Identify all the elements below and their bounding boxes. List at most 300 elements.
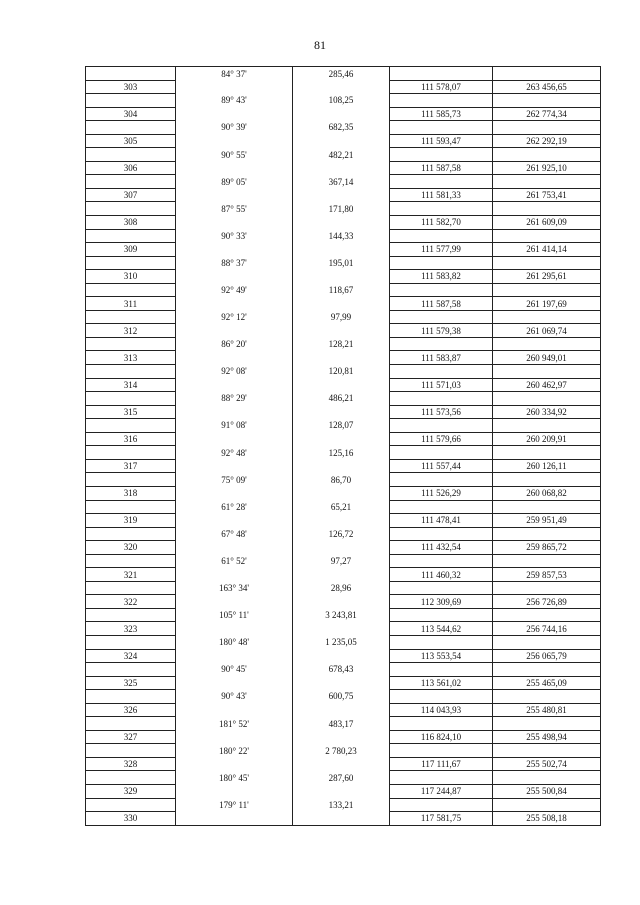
angle-cell — [176, 134, 293, 148]
angle-cell — [176, 351, 293, 365]
segment-row — [86, 256, 601, 270]
y-coordinate-cell — [493, 419, 601, 433]
angle-cell — [176, 541, 293, 555]
distance-cell — [293, 459, 390, 473]
point-number-cell: 325 — [86, 676, 176, 690]
point-number-cell — [86, 229, 176, 243]
x-coordinate-cell: 111 578,07 — [390, 80, 493, 94]
point-number-cell: 308 — [86, 216, 176, 230]
point-number-cell — [86, 419, 176, 433]
distance-cell — [293, 432, 390, 446]
x-coordinate-cell — [390, 121, 493, 135]
point-number-cell — [86, 67, 176, 81]
distance-cell: 108,25 — [293, 94, 390, 108]
y-coordinate-cell — [493, 798, 601, 812]
segment-row — [86, 744, 601, 758]
x-coordinate-cell: 113 553,54 — [390, 649, 493, 663]
segment-row — [86, 581, 601, 595]
point-row — [86, 188, 601, 202]
distance-cell — [293, 378, 390, 392]
point-row — [86, 459, 601, 473]
angle-cell — [176, 107, 293, 121]
segment-row — [86, 500, 601, 514]
angle-cell: 105° 11' — [176, 608, 293, 622]
y-coordinate-cell: 261 197,69 — [493, 297, 601, 311]
x-coordinate-cell: 111 577,99 — [390, 243, 493, 257]
segment-row — [86, 365, 601, 379]
point-row — [86, 270, 601, 284]
y-coordinate-cell — [493, 473, 601, 487]
point-number-cell: 322 — [86, 595, 176, 609]
point-row — [86, 161, 601, 175]
x-coordinate-cell — [390, 527, 493, 541]
segment-row — [86, 690, 601, 704]
distance-cell: 482,21 — [293, 148, 390, 162]
angle-cell: 180° 48' — [176, 635, 293, 649]
point-number-cell: 314 — [86, 378, 176, 392]
y-coordinate-cell: 255 465,09 — [493, 676, 601, 690]
distance-cell — [293, 812, 390, 826]
distance-cell: 128,21 — [293, 337, 390, 351]
point-row — [86, 80, 601, 94]
x-coordinate-cell — [390, 419, 493, 433]
segment-row — [86, 67, 601, 81]
point-number-cell — [86, 365, 176, 379]
page-number: 81 — [314, 38, 326, 52]
x-coordinate-cell: 111 581,33 — [390, 188, 493, 202]
distance-cell — [293, 188, 390, 202]
angle-cell: 90° 43' — [176, 690, 293, 704]
angle-cell — [176, 568, 293, 582]
point-row — [86, 134, 601, 148]
angle-cell: 75° 09' — [176, 473, 293, 487]
y-coordinate-cell: 255 502,74 — [493, 757, 601, 771]
distance-cell: 28,96 — [293, 581, 390, 595]
distance-cell — [293, 784, 390, 798]
y-coordinate-cell — [493, 744, 601, 758]
angle-cell — [176, 161, 293, 175]
point-row — [86, 649, 601, 663]
y-coordinate-cell: 260 209,91 — [493, 432, 601, 446]
point-number-cell: 312 — [86, 324, 176, 338]
x-coordinate-cell: 112 309,69 — [390, 595, 493, 609]
x-coordinate-cell: 111 582,70 — [390, 216, 493, 230]
angle-cell: 181° 52' — [176, 717, 293, 731]
y-coordinate-cell — [493, 365, 601, 379]
angle-cell: 92° 48' — [176, 446, 293, 460]
x-coordinate-cell — [390, 500, 493, 514]
x-coordinate-cell — [390, 310, 493, 324]
y-coordinate-cell — [493, 663, 601, 677]
distance-cell: 125,16 — [293, 446, 390, 460]
point-row — [86, 730, 601, 744]
x-coordinate-cell: 111 478,41 — [390, 514, 493, 528]
distance-cell — [293, 297, 390, 311]
point-number-cell — [86, 337, 176, 351]
angle-cell — [176, 297, 293, 311]
angle-cell: 87° 55' — [176, 202, 293, 216]
y-coordinate-cell: 259 951,49 — [493, 514, 601, 528]
angle-cell: 179° 11' — [176, 798, 293, 812]
segment-row — [86, 446, 601, 460]
distance-cell: 144,33 — [293, 229, 390, 243]
angle-cell — [176, 486, 293, 500]
point-number-cell — [86, 94, 176, 108]
point-number-cell: 318 — [86, 486, 176, 500]
angle-cell: 90° 33' — [176, 229, 293, 243]
y-coordinate-cell — [493, 94, 601, 108]
point-number-cell: 329 — [86, 784, 176, 798]
segment-row — [86, 527, 601, 541]
distance-cell: 120,81 — [293, 365, 390, 379]
x-coordinate-cell — [390, 473, 493, 487]
distance-cell — [293, 595, 390, 609]
distance-cell: 285,46 — [293, 67, 390, 81]
distance-cell — [293, 703, 390, 717]
point-number-cell: 317 — [86, 459, 176, 473]
point-number-cell — [86, 608, 176, 622]
segment-row — [86, 771, 601, 785]
point-row — [86, 243, 601, 257]
distance-cell: 128,07 — [293, 419, 390, 433]
x-coordinate-cell — [390, 771, 493, 785]
point-number-cell — [86, 581, 176, 595]
point-number-cell: 310 — [86, 270, 176, 284]
angle-cell — [176, 216, 293, 230]
angle-cell — [176, 595, 293, 609]
point-number-cell — [86, 121, 176, 135]
point-number-cell — [86, 744, 176, 758]
angle-cell — [176, 243, 293, 257]
y-coordinate-cell: 260 068,82 — [493, 486, 601, 500]
point-row — [86, 351, 601, 365]
y-coordinate-cell — [493, 256, 601, 270]
angle-cell: 61° 28' — [176, 500, 293, 514]
y-coordinate-cell — [493, 121, 601, 135]
x-coordinate-cell: 111 593,47 — [390, 134, 493, 148]
segment-row — [86, 121, 601, 135]
point-number-cell: 316 — [86, 432, 176, 446]
point-number-cell — [86, 283, 176, 297]
y-coordinate-cell: 261 925,10 — [493, 161, 601, 175]
point-number-cell — [86, 256, 176, 270]
y-coordinate-cell: 256 065,79 — [493, 649, 601, 663]
point-number-cell — [86, 798, 176, 812]
point-number-cell: 306 — [86, 161, 176, 175]
x-coordinate-cell: 111 432,54 — [390, 541, 493, 555]
point-row — [86, 432, 601, 446]
point-number-cell — [86, 392, 176, 406]
y-coordinate-cell — [493, 635, 601, 649]
y-coordinate-cell: 255 508,18 — [493, 812, 601, 826]
x-coordinate-cell — [390, 392, 493, 406]
segment-row — [86, 392, 601, 406]
distance-cell — [293, 405, 390, 419]
segment-row — [86, 310, 601, 324]
distance-cell: 118,67 — [293, 283, 390, 297]
angle-cell — [176, 649, 293, 663]
distance-cell: 97,27 — [293, 554, 390, 568]
angle-cell — [176, 676, 293, 690]
point-number-cell — [86, 500, 176, 514]
angle-cell — [176, 730, 293, 744]
segment-row — [86, 419, 601, 433]
y-coordinate-cell: 261 753,41 — [493, 188, 601, 202]
point-number-cell — [86, 473, 176, 487]
angle-cell: 89° 43' — [176, 94, 293, 108]
x-coordinate-cell — [390, 67, 493, 81]
point-row — [86, 568, 601, 582]
distance-cell: 486,21 — [293, 392, 390, 406]
y-coordinate-cell — [493, 527, 601, 541]
y-coordinate-cell: 262 292,19 — [493, 134, 601, 148]
point-number-cell: 303 — [86, 80, 176, 94]
y-coordinate-cell — [493, 175, 601, 189]
distance-cell: 195,01 — [293, 256, 390, 270]
angle-cell: 163° 34' — [176, 581, 293, 595]
x-coordinate-cell: 117 581,75 — [390, 812, 493, 826]
x-coordinate-cell: 111 587,58 — [390, 297, 493, 311]
x-coordinate-cell — [390, 690, 493, 704]
x-coordinate-cell — [390, 717, 493, 731]
point-number-cell — [86, 717, 176, 731]
distance-cell: 171,80 — [293, 202, 390, 216]
y-coordinate-cell: 260 462,97 — [493, 378, 601, 392]
x-coordinate-cell: 113 544,62 — [390, 622, 493, 636]
point-number-cell — [86, 446, 176, 460]
point-number-cell: 320 — [86, 541, 176, 555]
x-coordinate-cell — [390, 581, 493, 595]
segment-row — [86, 283, 601, 297]
x-coordinate-cell — [390, 202, 493, 216]
point-number-cell: 328 — [86, 757, 176, 771]
y-coordinate-cell: 255 500,84 — [493, 784, 601, 798]
point-row — [86, 324, 601, 338]
segment-row — [86, 473, 601, 487]
distance-cell — [293, 324, 390, 338]
x-coordinate-cell — [390, 798, 493, 812]
point-row — [86, 595, 601, 609]
x-coordinate-cell — [390, 608, 493, 622]
y-coordinate-cell — [493, 608, 601, 622]
distance-cell — [293, 730, 390, 744]
point-number-cell — [86, 310, 176, 324]
y-coordinate-cell — [493, 554, 601, 568]
point-row — [86, 107, 601, 121]
angle-cell: 92° 49' — [176, 283, 293, 297]
angle-cell: 90° 39' — [176, 121, 293, 135]
angle-cell: 84° 37' — [176, 67, 293, 81]
point-row — [86, 486, 601, 500]
angle-cell: 91° 08' — [176, 419, 293, 433]
y-coordinate-cell: 260 334,92 — [493, 405, 601, 419]
point-number-cell: 304 — [86, 107, 176, 121]
x-coordinate-cell: 111 571,03 — [390, 378, 493, 392]
x-coordinate-cell: 117 111,67 — [390, 757, 493, 771]
point-number-cell: 330 — [86, 812, 176, 826]
angle-cell: 61° 52' — [176, 554, 293, 568]
distance-cell: 65,21 — [293, 500, 390, 514]
x-coordinate-cell: 111 460,32 — [390, 568, 493, 582]
distance-cell — [293, 243, 390, 257]
angle-cell: 89° 05' — [176, 175, 293, 189]
y-coordinate-cell — [493, 229, 601, 243]
point-number-cell — [86, 148, 176, 162]
point-row — [86, 703, 601, 717]
y-coordinate-cell — [493, 446, 601, 460]
segment-row — [86, 175, 601, 189]
angle-cell — [176, 622, 293, 636]
x-coordinate-cell: 111 583,87 — [390, 351, 493, 365]
point-number-cell: 313 — [86, 351, 176, 365]
point-number-cell — [86, 554, 176, 568]
x-coordinate-cell: 111 587,58 — [390, 161, 493, 175]
distance-cell — [293, 568, 390, 582]
point-row — [86, 812, 601, 826]
x-coordinate-cell: 114 043,93 — [390, 703, 493, 717]
x-coordinate-cell: 111 557,44 — [390, 459, 493, 473]
coordinates-table — [85, 66, 601, 826]
point-number-cell: 321 — [86, 568, 176, 582]
segment-row — [86, 554, 601, 568]
y-coordinate-cell: 255 480,81 — [493, 703, 601, 717]
point-number-cell — [86, 690, 176, 704]
distance-cell: 97,99 — [293, 310, 390, 324]
angle-cell: 180° 45' — [176, 771, 293, 785]
distance-cell — [293, 541, 390, 555]
x-coordinate-cell — [390, 94, 493, 108]
y-coordinate-cell: 255 498,94 — [493, 730, 601, 744]
distance-cell: 126,72 — [293, 527, 390, 541]
point-number-cell: 319 — [86, 514, 176, 528]
point-number-cell: 309 — [86, 243, 176, 257]
angle-cell: 67° 48' — [176, 527, 293, 541]
distance-cell — [293, 216, 390, 230]
angle-cell — [176, 378, 293, 392]
point-number-cell — [86, 635, 176, 649]
point-number-cell — [86, 771, 176, 785]
point-row — [86, 676, 601, 690]
angle-cell — [176, 432, 293, 446]
angle-cell: 92° 08' — [176, 365, 293, 379]
distance-cell — [293, 649, 390, 663]
segment-row — [86, 635, 601, 649]
point-number-cell: 324 — [86, 649, 176, 663]
distance-cell: 86,70 — [293, 473, 390, 487]
angle-cell: 88° 29' — [176, 392, 293, 406]
distance-cell — [293, 107, 390, 121]
point-number-cell — [86, 175, 176, 189]
point-row — [86, 514, 601, 528]
y-coordinate-cell: 263 456,65 — [493, 80, 601, 94]
distance-cell — [293, 622, 390, 636]
y-coordinate-cell: 259 865,72 — [493, 541, 601, 555]
y-coordinate-cell: 256 726,89 — [493, 595, 601, 609]
distance-cell — [293, 134, 390, 148]
point-row — [86, 622, 601, 636]
point-number-cell: 311 — [86, 297, 176, 311]
y-coordinate-cell: 261 414,14 — [493, 243, 601, 257]
point-number-cell: 327 — [86, 730, 176, 744]
distance-cell: 682,35 — [293, 121, 390, 135]
x-coordinate-cell — [390, 365, 493, 379]
point-number-cell — [86, 202, 176, 216]
segment-row — [86, 229, 601, 243]
x-coordinate-cell — [390, 635, 493, 649]
y-coordinate-cell: 260 949,01 — [493, 351, 601, 365]
x-coordinate-cell: 111 579,38 — [390, 324, 493, 338]
angle-cell — [176, 459, 293, 473]
y-coordinate-cell — [493, 717, 601, 731]
angle-cell: 88° 37' — [176, 256, 293, 270]
segment-row — [86, 608, 601, 622]
point-number-cell: 323 — [86, 622, 176, 636]
angle-cell — [176, 703, 293, 717]
point-number-cell: 307 — [86, 188, 176, 202]
segment-row — [86, 202, 601, 216]
segment-row — [86, 798, 601, 812]
distance-cell — [293, 757, 390, 771]
point-row — [86, 378, 601, 392]
point-number-cell: 305 — [86, 134, 176, 148]
distance-cell: 287,60 — [293, 771, 390, 785]
point-row — [86, 405, 601, 419]
x-coordinate-cell — [390, 256, 493, 270]
x-coordinate-cell: 116 824,10 — [390, 730, 493, 744]
x-coordinate-cell: 111 585,73 — [390, 107, 493, 121]
point-row — [86, 216, 601, 230]
distance-cell: 483,17 — [293, 717, 390, 731]
segment-row — [86, 94, 601, 108]
y-coordinate-cell — [493, 310, 601, 324]
angle-cell — [176, 405, 293, 419]
y-coordinate-cell: 261 069,74 — [493, 324, 601, 338]
segment-row — [86, 663, 601, 677]
y-coordinate-cell — [493, 500, 601, 514]
point-number-cell: 315 — [86, 405, 176, 419]
y-coordinate-cell — [493, 690, 601, 704]
x-coordinate-cell: 111 583,82 — [390, 270, 493, 284]
x-coordinate-cell — [390, 283, 493, 297]
angle-cell: 86° 20' — [176, 337, 293, 351]
distance-cell: 2 780,23 — [293, 744, 390, 758]
y-coordinate-cell — [493, 581, 601, 595]
segment-row — [86, 717, 601, 731]
distance-cell — [293, 270, 390, 284]
x-coordinate-cell — [390, 446, 493, 460]
y-coordinate-cell: 256 744,16 — [493, 622, 601, 636]
angle-cell — [176, 270, 293, 284]
distance-cell — [293, 514, 390, 528]
point-row — [86, 757, 601, 771]
distance-cell — [293, 80, 390, 94]
point-number-cell — [86, 663, 176, 677]
x-coordinate-cell: 111 526,29 — [390, 486, 493, 500]
y-coordinate-cell — [493, 202, 601, 216]
distance-cell — [293, 486, 390, 500]
x-coordinate-cell — [390, 663, 493, 677]
distance-cell: 600,75 — [293, 690, 390, 704]
angle-cell: 180° 22' — [176, 744, 293, 758]
y-coordinate-cell — [493, 67, 601, 81]
angle-cell — [176, 757, 293, 771]
distance-cell: 367,14 — [293, 175, 390, 189]
distance-cell — [293, 676, 390, 690]
angle-cell — [176, 784, 293, 798]
x-coordinate-cell — [390, 148, 493, 162]
distance-cell: 1 235,05 — [293, 635, 390, 649]
angle-cell — [176, 812, 293, 826]
